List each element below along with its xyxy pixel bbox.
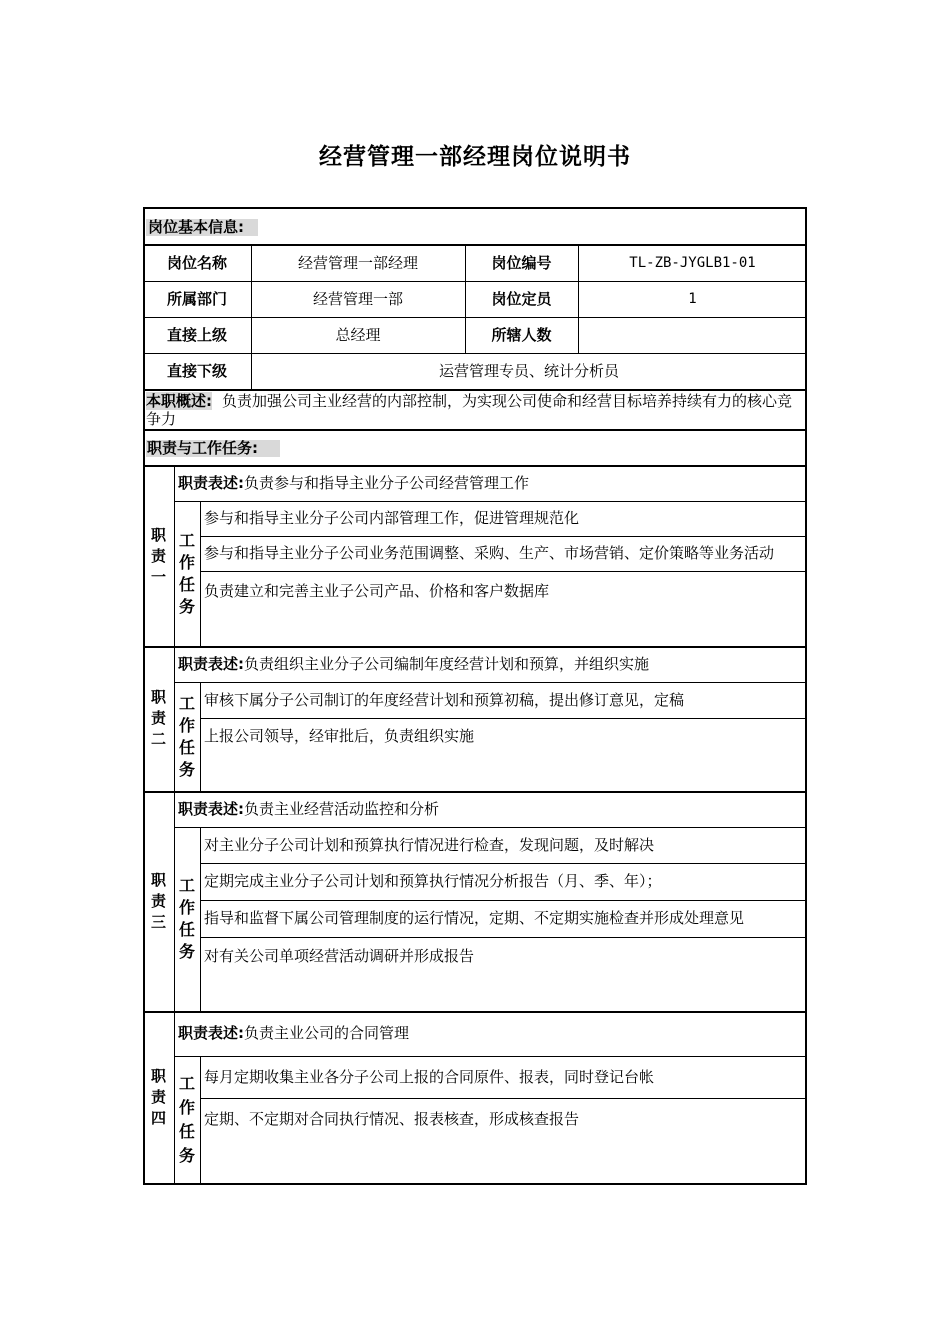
task-item: 参与和指导主业分子公司业务范围调整、采购、生产、市场营销、定价策略等业务活动 — [204, 544, 775, 562]
task-item: 定期完成主业分子公司计划和预算执行情况分析报告（月、季、年）； — [204, 872, 662, 890]
duty-name-char: 职 — [150, 688, 166, 706]
task-item: 每月定期收集主业各分子公司上报的合同原件、报表，同时登记台帐 — [204, 1067, 655, 1086]
duty-name-char: 二 — [150, 730, 166, 748]
duty-statement-label: 职责表述: — [178, 1024, 244, 1042]
tasks-label-char: 作 — [178, 1097, 195, 1117]
duty-statement-2 — [178, 646, 805, 682]
duty-statement-text: 负责主业公司的合同管理 — [244, 1024, 410, 1042]
superior-value: 总经理 — [335, 325, 381, 344]
subordinate-count-value — [578, 317, 807, 353]
duty-name-char: 职 — [150, 525, 166, 544]
position-name-value: 经营管理一部经理 — [297, 253, 418, 272]
task-item: 对有关公司单项经营活动调研并形成报告 — [204, 947, 475, 965]
task-item: 审核下属分子公司制订的年度经营计划和预算初稿，提出修订意见，定稿 — [204, 690, 685, 709]
duty-statement-4 — [178, 1011, 805, 1056]
tasks-label-char: 工 — [178, 876, 195, 895]
job-summary — [143, 391, 807, 429]
duty-statement-1 — [178, 466, 805, 501]
duty-name-3 — [143, 791, 174, 1011]
duty-name-4 — [143, 1011, 174, 1183]
task-item: 对主业分子公司计划和预算执行情况进行检查，发现问题，及时解决 — [204, 835, 655, 854]
duties-header: 职责与工作任务: — [146, 440, 280, 457]
task-item: 参与和指导主业分子公司内部管理工作，促进管理规范化 — [204, 509, 580, 527]
tasks-label-2 — [174, 682, 200, 791]
duty-name-char: 责 — [150, 1087, 166, 1106]
tasks-label-char: 任 — [178, 737, 195, 757]
tasks-label-char: 任 — [178, 574, 195, 594]
tasks-label-4 — [174, 1056, 200, 1183]
position-name-label: 岗位名称 — [166, 253, 227, 272]
tasks-label-3 — [174, 827, 200, 1011]
table-rule — [143, 429, 807, 431]
tasks-label-char: 务 — [178, 942, 195, 961]
duty-statement-text: 负责参与和指导主业分子公司经营管理工作 — [244, 474, 530, 492]
department-value: 经营管理一部 — [312, 289, 403, 308]
duty-statement-label: 职责表述: — [178, 654, 244, 673]
tasks-label-char: 工 — [178, 693, 195, 713]
duty-name-2 — [143, 646, 174, 791]
task-item: 上报公司领导，经审批后，负责组织实施 — [204, 727, 475, 745]
tasks-label-1 — [174, 501, 200, 646]
tasks-label-char: 作 — [178, 898, 195, 917]
job-summary-text: 负责加强公司主业经营的内部控制，为实现公司使命和经营目标培养持续有力的核心竞争力 — [146, 392, 793, 428]
duty-name-char: 职 — [150, 870, 166, 889]
position-code-label: 岗位编号 — [491, 253, 552, 272]
tasks-label-char: 作 — [178, 552, 195, 572]
duty-statement-text: 负责组织主业分子公司编制年度经营计划和预算，并组织实施 — [244, 654, 650, 673]
department-label: 所属部门 — [166, 289, 227, 308]
subordinates-value: 运营管理专员、统计分析员 — [438, 361, 619, 380]
duty-statement-label: 职责表述: — [178, 474, 244, 492]
duty-name-char: 三 — [150, 912, 166, 931]
task-item: 指导和监督下属公司管理制度的运行情况，定期、不定期实施检查并形成处理意见 — [204, 909, 745, 927]
page-title: 经营管理一部经理岗位说明书 — [319, 144, 631, 170]
duty-name-char: 责 — [150, 891, 166, 910]
duty-name-char: 四 — [150, 1108, 166, 1127]
tasks-label-char: 务 — [178, 1145, 195, 1165]
tasks-label-char: 任 — [178, 920, 195, 939]
subordinate-label: 直接下级 — [166, 361, 227, 380]
duty-statement-3 — [178, 791, 805, 827]
headcount-value: 1 — [688, 290, 697, 307]
tasks-label-char: 工 — [178, 1073, 195, 1093]
task-item: 定期、不定期对合同执行情况、报表核查，形成核查报告 — [204, 1109, 580, 1128]
duty-name-char: 职 — [150, 1066, 166, 1085]
headcount-label: 岗位定员 — [491, 289, 552, 308]
task-item: 负责建立和完善主业子公司产品、价格和客户数据库 — [204, 581, 550, 600]
tasks-label-char: 任 — [178, 1121, 195, 1141]
tasks-label-char: 务 — [178, 596, 195, 616]
duty-name-1 — [143, 466, 174, 646]
subordinate-count-label: 所辖人数 — [491, 325, 552, 344]
duty-name-char: 一 — [150, 567, 166, 586]
tasks-label-char: 工 — [178, 530, 195, 550]
duty-statement-text: 负责主业经营活动监控和分析 — [244, 799, 440, 818]
duty-name-char: 责 — [150, 546, 166, 565]
position-code-value: TL-ZB-JYGLB1-01 — [629, 254, 756, 271]
job-summary-label: 本职概述: — [146, 392, 212, 410]
duty-statement-label: 职责表述: — [178, 799, 244, 818]
duty-name-char: 责 — [150, 709, 166, 727]
basic-info-header: 岗位基本信息: — [146, 219, 258, 236]
superior-label: 直接上级 — [166, 325, 227, 344]
tasks-label-char: 务 — [178, 759, 195, 779]
tasks-label-char: 作 — [178, 715, 195, 735]
